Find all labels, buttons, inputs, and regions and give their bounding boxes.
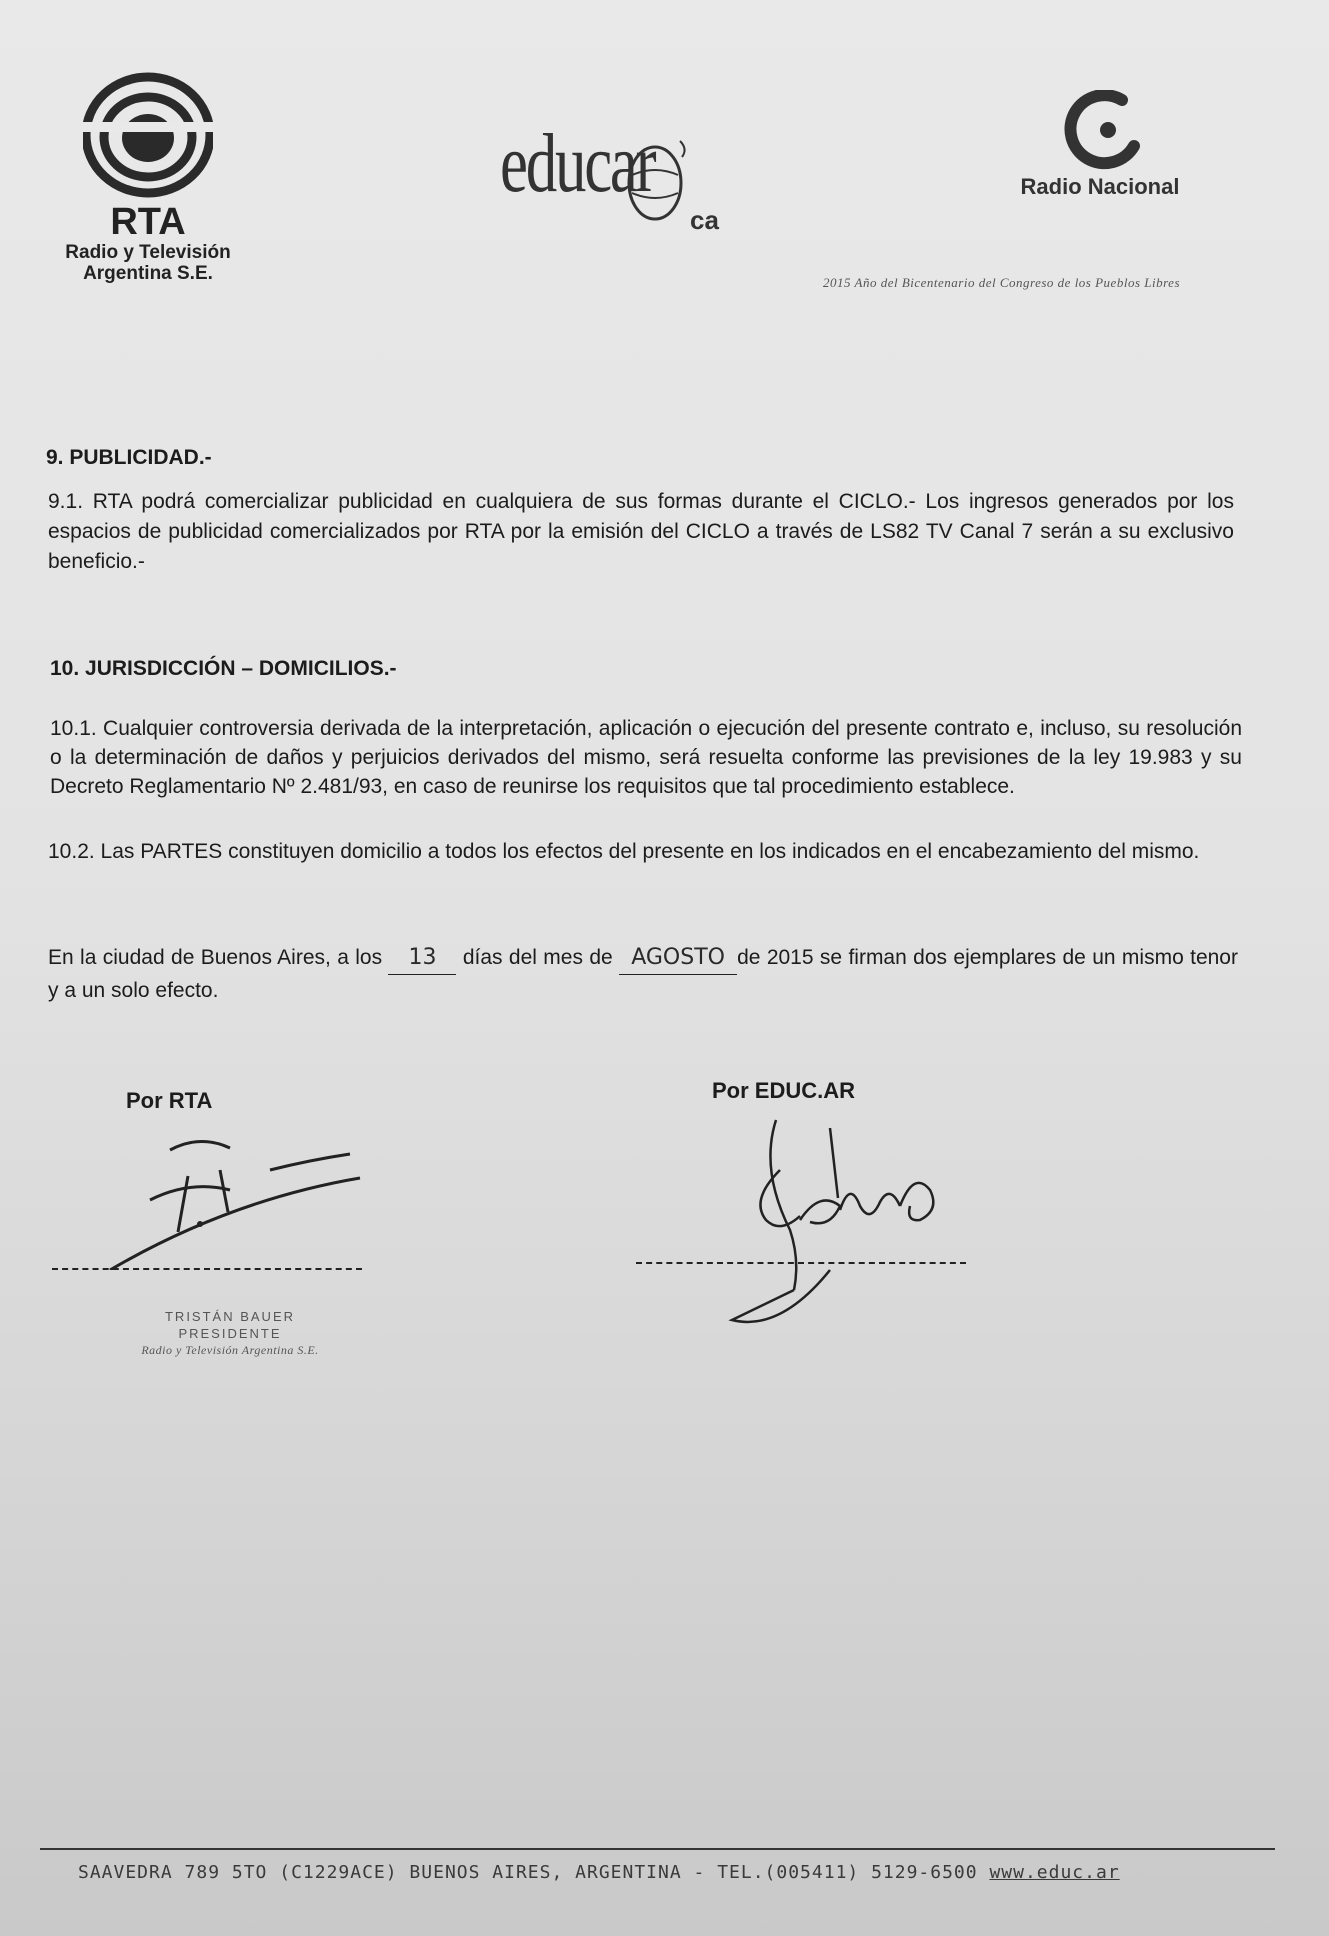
closing-post: de 2015 se firman dos ejemplares de un mismo tenor y a un solo efecto. [48, 946, 1238, 1002]
header-motto: 2015 Año del Bicentenario del Congreso de los Pueblos Libres [822, 275, 1180, 290]
closing-pre: En la ciudad de Buenos Aires, a los [48, 946, 383, 969]
section-9-1-paragraph: 9.1. RTA podrá comercializar publicidad en cualquiera de sus formas durante el CICLO.- Los ingresos generados por los espacios de publicidad comercializados por RTA por la emisión del CICLO a través de LS82 TV Canal 7 serán a su exclusivo beneficio.- [48, 490, 1234, 573]
stamp-organization: Radio y Televisión Argentina S.E. [141, 1343, 319, 1357]
closing-day-field: 13 [388, 942, 456, 975]
radio-nacional-logo [990, 90, 1210, 230]
section-9-title: 9. PUBLICIDAD.- [46, 446, 212, 469]
educar-logo-word: educar [500, 117, 655, 210]
section-10-1-paragraph: 10.1. Cualquier controversia derivada de la interpretación, aplicación o ejecución del presente contrato e, incluso, su resolución o la determinación de daños y perjuicios derivados del mismo, será resuelta conforme las previsiones de la ley 19.983 y su Decreto Reglamentario Nº 2.481/93, en caso de reunirse los requisitos que tal procedimiento establece. [50, 717, 1242, 798]
section-10-2-paragraph: 10.2. Las PARTES constituyen domicilio a todos los efectos del presente en los indicados en el encabezamiento del mismo. [48, 840, 1200, 863]
rta-signatory-stamp [100, 1308, 360, 1359]
section-10-title: 10. JURISDICCIÓN – DOMICILIOS.- [50, 657, 397, 680]
stamp-title: PRESIDENTE [178, 1326, 282, 1341]
signature-line-educ [636, 1262, 966, 1264]
signature-line-rta [52, 1268, 362, 1270]
radio-nacional-emblem-icon [1050, 90, 1150, 170]
signature-label-educ: Por EDUC.AR [712, 1078, 856, 1103]
rta-logo [48, 70, 248, 310]
educ-handwritten-signature [720, 1110, 960, 1340]
rta-logo-abbr: RTA [110, 201, 186, 243]
footer-website: www.educ.ar [989, 1862, 1120, 1883]
closing-mid: días del mes de [462, 946, 613, 969]
rta-logo-line2: Argentina S.E. [83, 263, 213, 284]
footer-divider [40, 1848, 1275, 1850]
footer-address: SAAVEDRA 789 5TO (C1229ACE) BUENOS AIRES, ARGENTINA - TEL.(005411) 5129-6500 [78, 1862, 978, 1883]
educar-globe-icon [620, 135, 690, 225]
closing-month-field: AGOSTO [619, 942, 737, 975]
rta-handwritten-signature [70, 1120, 370, 1270]
educar-logo [490, 95, 750, 265]
signature-label-rta: Por RTA [126, 1088, 213, 1113]
closing-paragraph [48, 942, 1238, 1007]
rta-logo-line1: Radio y Televisión [65, 242, 231, 263]
footer [78, 1862, 1278, 1883]
radio-nacional-name: Radio Nacional [1020, 174, 1180, 199]
rta-emblem-icon [83, 70, 213, 200]
stamp-name: TRISTÁN BAUER [164, 1309, 295, 1324]
educar-logo-suffix: ca [690, 205, 719, 235]
